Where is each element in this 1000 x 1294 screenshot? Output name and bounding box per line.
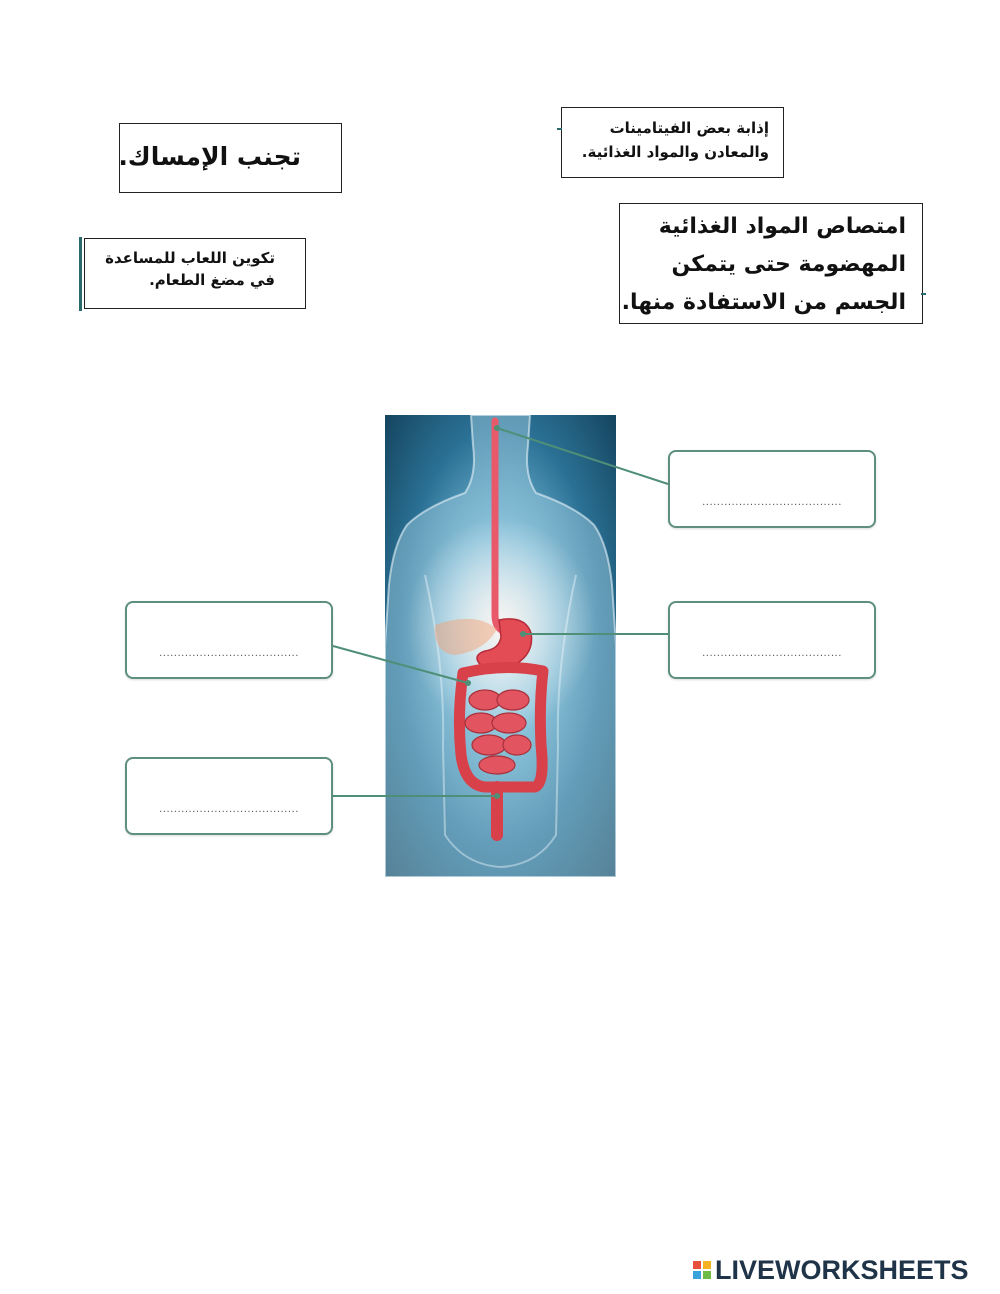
digestive-system-image <box>385 415 616 877</box>
card-accent-mark <box>921 293 926 295</box>
card-avoid-constipation[interactable] <box>119 123 342 193</box>
logo-icon <box>693 1261 711 1279</box>
answer-placeholder: ...................................... <box>159 648 299 659</box>
card-line: تجنب الإمساك. <box>118 142 301 171</box>
card-line: إذابة بعض الفيتامينات <box>609 119 769 137</box>
answer-box-esophagus[interactable] <box>668 450 876 528</box>
logo-square <box>693 1271 701 1279</box>
card-line: في مضغ الطعام. <box>149 271 275 289</box>
card-line: المهضومة حتى يتمكن <box>671 252 906 277</box>
card-accent-mark <box>557 128 562 130</box>
answer-box-rectum[interactable] <box>125 757 333 835</box>
card-dissolve-vitamins[interactable] <box>561 107 784 178</box>
card-saliva[interactable] <box>84 238 306 309</box>
card-line: امتصاص المواد الغذائية <box>658 214 906 239</box>
answer-placeholder: ...................................... <box>702 497 842 508</box>
card-line: والمعادن والمواد الغذائية. <box>581 143 769 161</box>
answer-placeholder: ...................................... <box>702 648 842 659</box>
digestive-system-drawing <box>385 415 616 877</box>
logo-square <box>693 1261 701 1269</box>
answer-box-small-intestine[interactable] <box>125 601 333 679</box>
card-line: الجسم من الاستفادة منها. <box>621 290 906 315</box>
card-absorption[interactable] <box>619 203 923 324</box>
liveworksheets-logo <box>693 1256 969 1284</box>
card-line: تكوين اللعاب للمساعدة <box>105 249 275 267</box>
card-accent-bar <box>79 237 82 311</box>
answer-placeholder: ...................................... <box>159 804 299 815</box>
logo-square <box>703 1261 711 1269</box>
logo-square <box>703 1271 711 1279</box>
answer-box-stomach[interactable] <box>668 601 876 679</box>
logo-text: LIVEWORKSHEETS <box>715 1254 969 1285</box>
